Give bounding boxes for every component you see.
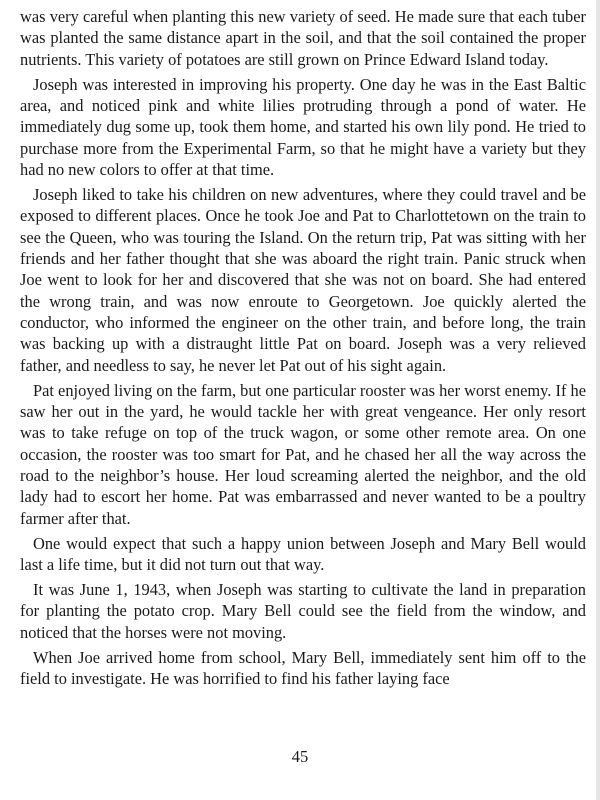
- paragraph: Pat enjoyed living on the farm, but one particular rooster was her worst enemy. If he saw her out in the yard, he would tackle her with great vengeance. Her only resort was to take refuge on top of the truck wagon, or some other remote area. On one occasion, the rooster was too smart for Pat, and he chased her all the way across the road to the neighbor’s house. Her loud screaming alerted the neighbor, and the old lady had to escort her home. Pat was embarrassed and never wanted to be a poultry farmer after that.: [20, 380, 586, 528]
- page-edge-shadow: [596, 0, 600, 800]
- paragraph: One would expect that such a happy union between Joseph and Mary Bell would last a life time, but it did not turn out that way.: [20, 533, 586, 574]
- body-text: [20, 6, 586, 693]
- paragraph: It was June 1, 1943, when Joseph was starting to cultivate the land in preparation for planting the potato crop. Mary Bell could see the field from the window, and noticed that the horses were not moving.: [20, 580, 586, 642]
- paragraph: Joseph was interested in improving his property. One day he was in the East Baltic area, and noticed pink and white lilies protruding through a pond of water. He immediately dug some up, took them home, and started his own lily pond. He tried to purchase more from the Experimental Farm, so that he might have a variety but they had no new colors to offer at that time.: [20, 74, 586, 179]
- paragraph: was very careful when planting this new variety of seed. He made sure that each tuber was planted the same distance apart in the soil, and that the soil contained the proper nutrients. This variety of potatoes are still grown on Prince Edward Island today.: [20, 7, 586, 69]
- page-number: 45: [291, 747, 309, 766]
- paragraph: When Joe arrived home from school, Mary Bell, immediately sent him off to the field to investigate. He was horrified to find his father laying face: [20, 647, 586, 689]
- paragraph: Joseph liked to take his children on new adventures, where they could travel and be exposed to different places. Once he took Joe and Pat to Charlottetown on the train to see the Queen, who was touring the Island. On the return trip, Pat was sitting with her friends and her father thought that she was aboard the right train. Panic struck when Joe went to look for her and discovered that she was not on board. She had entered the wrong train, and was now enroute to Georgetown. Joe quickly alerted the conductor, who informed the engineer on the other train, and before long, the train was backing up with a distraught little Pat on board. Joseph was a very relieved father, and needless to say, he never let Pat out of his sight again.: [20, 185, 586, 375]
